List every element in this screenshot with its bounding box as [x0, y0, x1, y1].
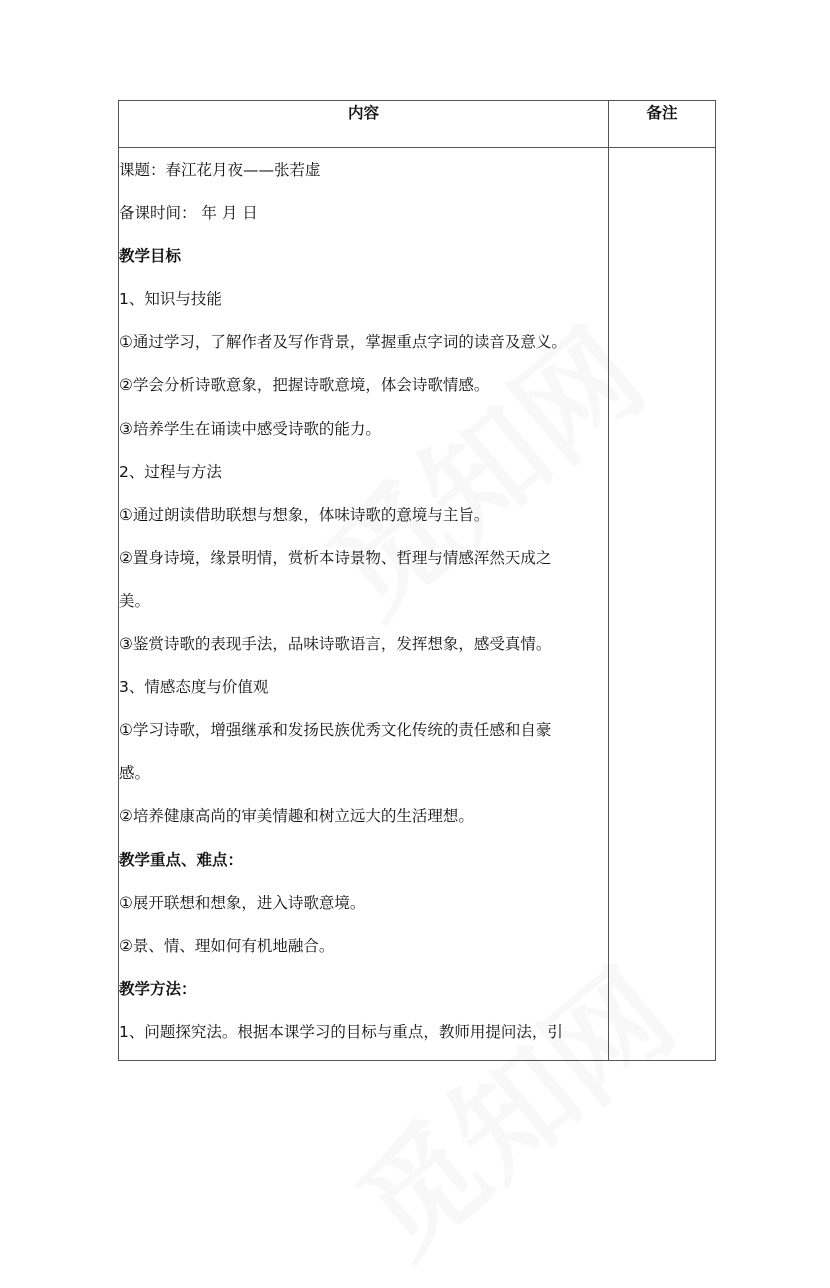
text-line: 感。 — [119, 764, 151, 783]
text-line: 1、问题探究法。根据本课学习的目标与重点，教师用提问法，引 — [119, 1022, 563, 1041]
table-body-row — [119, 148, 716, 1061]
text-line: ③培养学生在诵读中感受诗歌的能力。 — [119, 419, 381, 438]
text-line: 3、情感态度与价值观 — [119, 678, 269, 697]
text-line: ②学会分析诗歌意象，把握诗歌意境，体会诗歌情感。 — [119, 376, 490, 395]
text-line: ①通过朗读借助联想与想象，体味诗歌的意境与主旨。 — [119, 505, 490, 524]
text-line: ①学习诗歌，增强继承和发扬民族优秀文化传统的责任感和自豪 — [119, 721, 552, 740]
text-line: ②培养健康高尚的审美情趣和树立远大的生活理想。 — [119, 807, 474, 826]
text-line: 课题：春江花月夜——张若虚 — [119, 161, 321, 179]
section-heading: 教学目标 — [119, 247, 182, 266]
lesson-plan-table — [118, 100, 716, 1061]
text-line: ②置身诗境，缘景明情，赏析本诗景物、哲理与情感浑然天成之 — [119, 548, 552, 567]
content-cell — [119, 148, 609, 1061]
text-line: ①通过学习，了解作者及写作背景，掌握重点字词的读音及意义。 — [119, 333, 567, 352]
text-line: 备课时间： 年 月 日 — [119, 204, 258, 223]
text-line: 美。 — [119, 591, 151, 610]
content-lines — [119, 149, 608, 1054]
text-line: 2、过程与方法 — [119, 462, 222, 481]
section-heading: 教学重点、难点： — [119, 850, 244, 869]
header-notes: 备注 — [609, 101, 716, 148]
text-line: 1、知识与技能 — [119, 290, 222, 309]
text-line: ②景、情、理如何有机地融合。 — [119, 936, 335, 955]
notes-cell — [609, 148, 716, 1061]
header-content: 内容 — [119, 101, 609, 148]
table-header-row — [119, 101, 716, 148]
text-line: ③鉴赏诗歌的表现手法，品味诗歌语言，发挥想象，感受真情。 — [119, 635, 552, 654]
section-heading: 教学方法： — [119, 979, 197, 998]
text-line: ①展开联想和想象，进入诗歌意境。 — [119, 893, 366, 912]
